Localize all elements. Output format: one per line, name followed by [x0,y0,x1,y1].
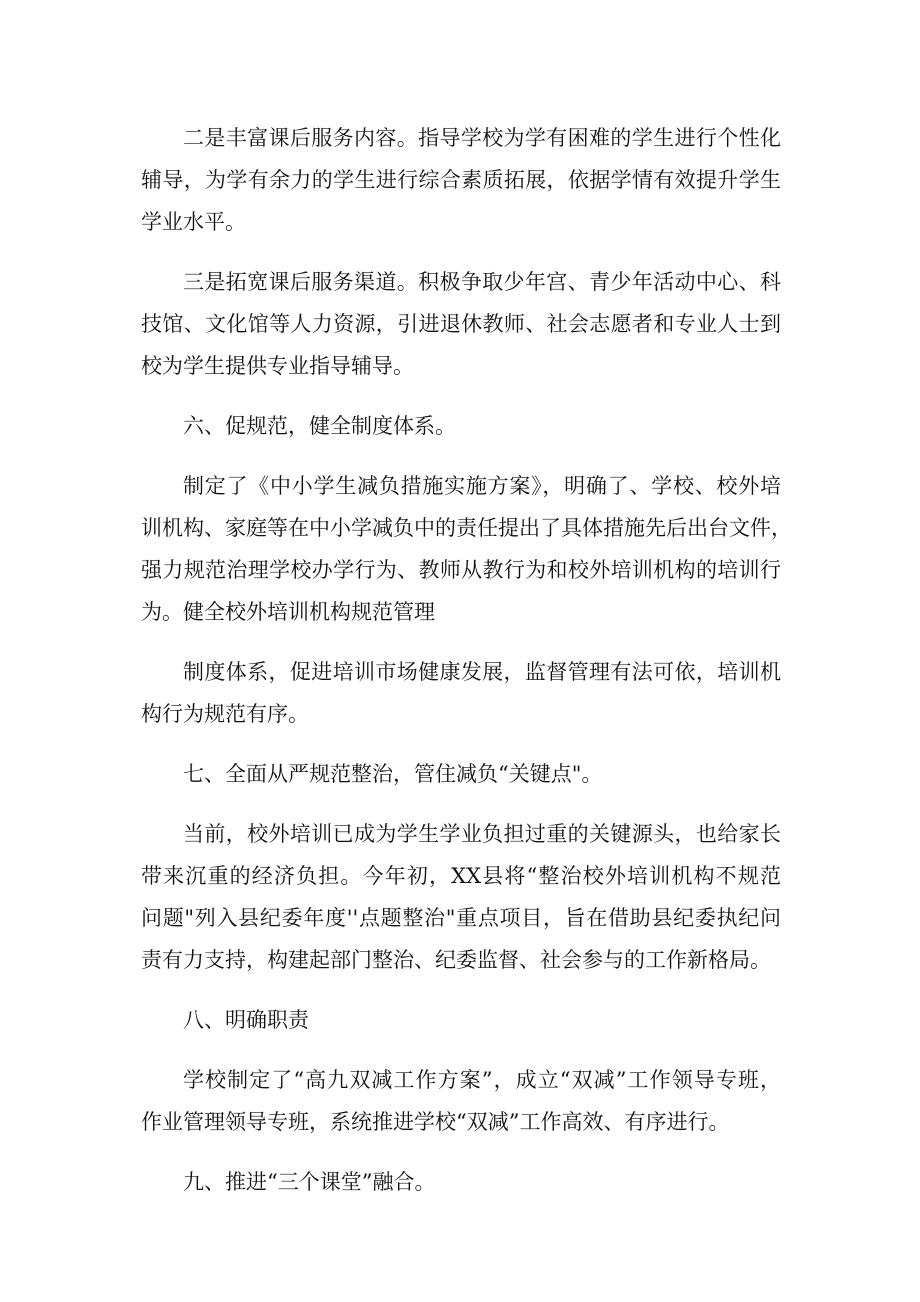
text-line: 强力规范治理学校办学行为、教师从教行为和校外培训机构的培训行 [141,558,781,582]
text-line: 学业水平。 [141,210,246,234]
paragraph [141,813,781,981]
text-line: 六、促规范，健全制度体系。 [183,414,456,438]
text-line: 八、明确职责 [183,1008,309,1032]
paragraph [141,465,792,633]
paragraph [141,1059,781,1143]
text-line: 三是拓宽课后服务渠道。积极争取少年宫、青少年活动中心、科 [183,270,781,294]
paragraph [141,117,781,243]
section-heading [141,1161,781,1203]
section-heading [141,753,781,795]
text-line: 训机构、家庭等在中小学减负中的责任提出了具体措施先后出台文件， [141,516,792,540]
text-line: 技馆、文化馆等人力资源，引进退休教师、社会志愿者和专业人士到 [141,312,781,336]
text-line: 为。健全校外培训机构规范管理 [141,600,435,624]
text-line: 二是丰富课后服务内容。指导学校为学有困难的学生进行个性化 [183,126,781,150]
text-line: 学校制定了“高九双减工作方案”，成立“双减”工作领导专班， [183,1068,781,1092]
text-line: 构行为规范有序。 [141,702,309,726]
text-line: 问题"列入县纪委年度''点题整治"重点项目，旨在借助县纪委执纪问 [141,906,781,930]
paragraph [141,651,781,735]
document-body [141,117,792,1203]
text-line: 七、全面从严规范整治，管住减负“关键点"。 [183,762,603,786]
text-line: 九、推进“三个课堂”融合。 [183,1170,436,1194]
section-heading [141,405,781,447]
paragraph [141,261,781,387]
text-line: 作业管理领导专班，系统推进学校“双减”工作高效、有序进行。 [141,1110,730,1134]
text-line: 制定了《中小学生减负措施实施方案》，明确了、学校、校外培 [183,474,781,498]
text-line: 当前，校外培训已成为学生学业负担过重的关键源头，也给家长 [183,822,781,846]
text-line: 辅导，为学有余力的学生进行综合素质拓展，依据学情有效提升学生 [141,168,781,192]
text-line: 制度体系，促进培训市场健康发展，监督管理有法可依，培训机 [183,660,781,684]
section-heading [141,999,781,1041]
text-line: 校为学生提供专业指导辅导。 [141,354,414,378]
text-line: 带来沉重的经济负担。今年初，XX县将“整治校外培训机构不规范 [141,864,781,888]
text-line: 责有力支持，构建起部门整治、纪委监督、社会参与的工作新格局。 [141,948,771,972]
